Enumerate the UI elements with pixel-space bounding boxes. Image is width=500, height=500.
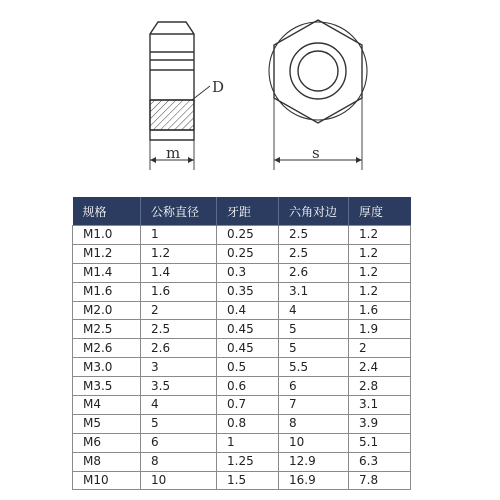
table-cell: 3.1 <box>349 396 411 415</box>
table-cell: M2.6 <box>73 339 141 358</box>
table-row <box>73 414 411 433</box>
table-cell: 1.6 <box>141 282 217 301</box>
table-cell: 1 <box>141 226 217 245</box>
table-row <box>73 320 411 339</box>
table-row <box>73 377 411 396</box>
table-cell: 0.25 <box>217 226 279 245</box>
table-cell: M1.4 <box>73 263 141 282</box>
hatched-section <box>150 100 194 130</box>
table-cell: 7.8 <box>349 471 411 490</box>
table-row <box>73 282 411 301</box>
table-cell: 5.5 <box>279 358 349 377</box>
table-cell: 2.4 <box>349 358 411 377</box>
table-cell: 5 <box>141 414 217 433</box>
table-cell: 16.9 <box>279 471 349 490</box>
table-cell: 8 <box>141 452 217 471</box>
table-row <box>73 396 411 415</box>
table-cell: 2 <box>141 301 217 320</box>
table-cell: 7 <box>279 396 349 415</box>
table-cell: 0.4 <box>217 301 279 320</box>
table-row <box>73 471 411 490</box>
table-cell: 1.4 <box>141 263 217 282</box>
table-cell: 1.2 <box>349 263 411 282</box>
table-cell: 2.8 <box>349 377 411 396</box>
table-cell: 12.9 <box>279 452 349 471</box>
table-cell: 10 <box>141 471 217 490</box>
table-cell: 5 <box>279 320 349 339</box>
table-row <box>73 339 411 358</box>
table-cell: M1.0 <box>73 226 141 245</box>
header-spec: 规格 <box>73 197 141 226</box>
table-cell: 3.9 <box>349 414 411 433</box>
table-cell: 1.9 <box>349 320 411 339</box>
table-cell: 1.2 <box>349 244 411 263</box>
table-cell: 8 <box>279 414 349 433</box>
table-cell: 6 <box>141 433 217 452</box>
table-cell: 3.5 <box>141 377 217 396</box>
table-header-row <box>73 197 411 226</box>
table-cell: 0.6 <box>217 377 279 396</box>
table-cell: 3 <box>141 358 217 377</box>
table-cell: 0.5 <box>217 358 279 377</box>
label-m: m <box>166 144 181 162</box>
hex-nut-technical-drawing <box>0 0 500 190</box>
table-cell: 0.35 <box>217 282 279 301</box>
table-cell: M1.2 <box>73 244 141 263</box>
table-row <box>73 452 411 471</box>
table-row <box>73 226 411 245</box>
table-cell: 6 <box>279 377 349 396</box>
table-cell: 2.5 <box>141 320 217 339</box>
table-cell: M5 <box>73 414 141 433</box>
table-cell: M3.0 <box>73 358 141 377</box>
header-nominal-diameter: 公称直径 <box>141 197 217 226</box>
table-cell: 5.1 <box>349 433 411 452</box>
header-width-across-flats: 六角对边 <box>279 197 349 226</box>
table-row <box>73 433 411 452</box>
table-body <box>73 226 411 490</box>
table-cell: M1.6 <box>73 282 141 301</box>
table-cell: M3.5 <box>73 377 141 396</box>
table-cell: 2 <box>349 339 411 358</box>
table-cell: M8 <box>73 452 141 471</box>
table-row <box>73 358 411 377</box>
header-pitch: 牙距 <box>217 197 279 226</box>
table-cell: 10 <box>279 433 349 452</box>
table-cell: 1.6 <box>349 301 411 320</box>
table-cell: M10 <box>73 471 141 490</box>
table-cell: 2.5 <box>279 226 349 245</box>
table-cell: 0.45 <box>217 320 279 339</box>
table-row <box>73 263 411 282</box>
table-cell: 0.8 <box>217 414 279 433</box>
table-cell: M4 <box>73 396 141 415</box>
table-cell: 1.2 <box>349 226 411 245</box>
table-cell: M2.5 <box>73 320 141 339</box>
table-cell: 4 <box>279 301 349 320</box>
table-row <box>73 301 411 320</box>
table-cell: 5 <box>279 339 349 358</box>
table-cell: 1.5 <box>217 471 279 490</box>
label-d: D <box>212 78 225 96</box>
table-cell: 2.6 <box>141 339 217 358</box>
table-cell: 1.25 <box>217 452 279 471</box>
table-cell: 4 <box>141 396 217 415</box>
table-cell: 6.3 <box>349 452 411 471</box>
table-cell: 0.25 <box>217 244 279 263</box>
table-cell: 2.5 <box>279 244 349 263</box>
spec-table <box>72 197 411 490</box>
table-cell: 2.6 <box>279 263 349 282</box>
table-cell: 1.2 <box>141 244 217 263</box>
table-cell: 3.1 <box>279 282 349 301</box>
label-s: s <box>312 144 320 162</box>
table-cell: 0.3 <box>217 263 279 282</box>
table-cell: 1.2 <box>349 282 411 301</box>
table-row <box>73 244 411 263</box>
table-cell: M2.0 <box>73 301 141 320</box>
table-cell: 0.45 <box>217 339 279 358</box>
header-thickness: 厚度 <box>349 197 411 226</box>
table-cell: 1 <box>217 433 279 452</box>
table-cell: M6 <box>73 433 141 452</box>
table-cell: 0.7 <box>217 396 279 415</box>
